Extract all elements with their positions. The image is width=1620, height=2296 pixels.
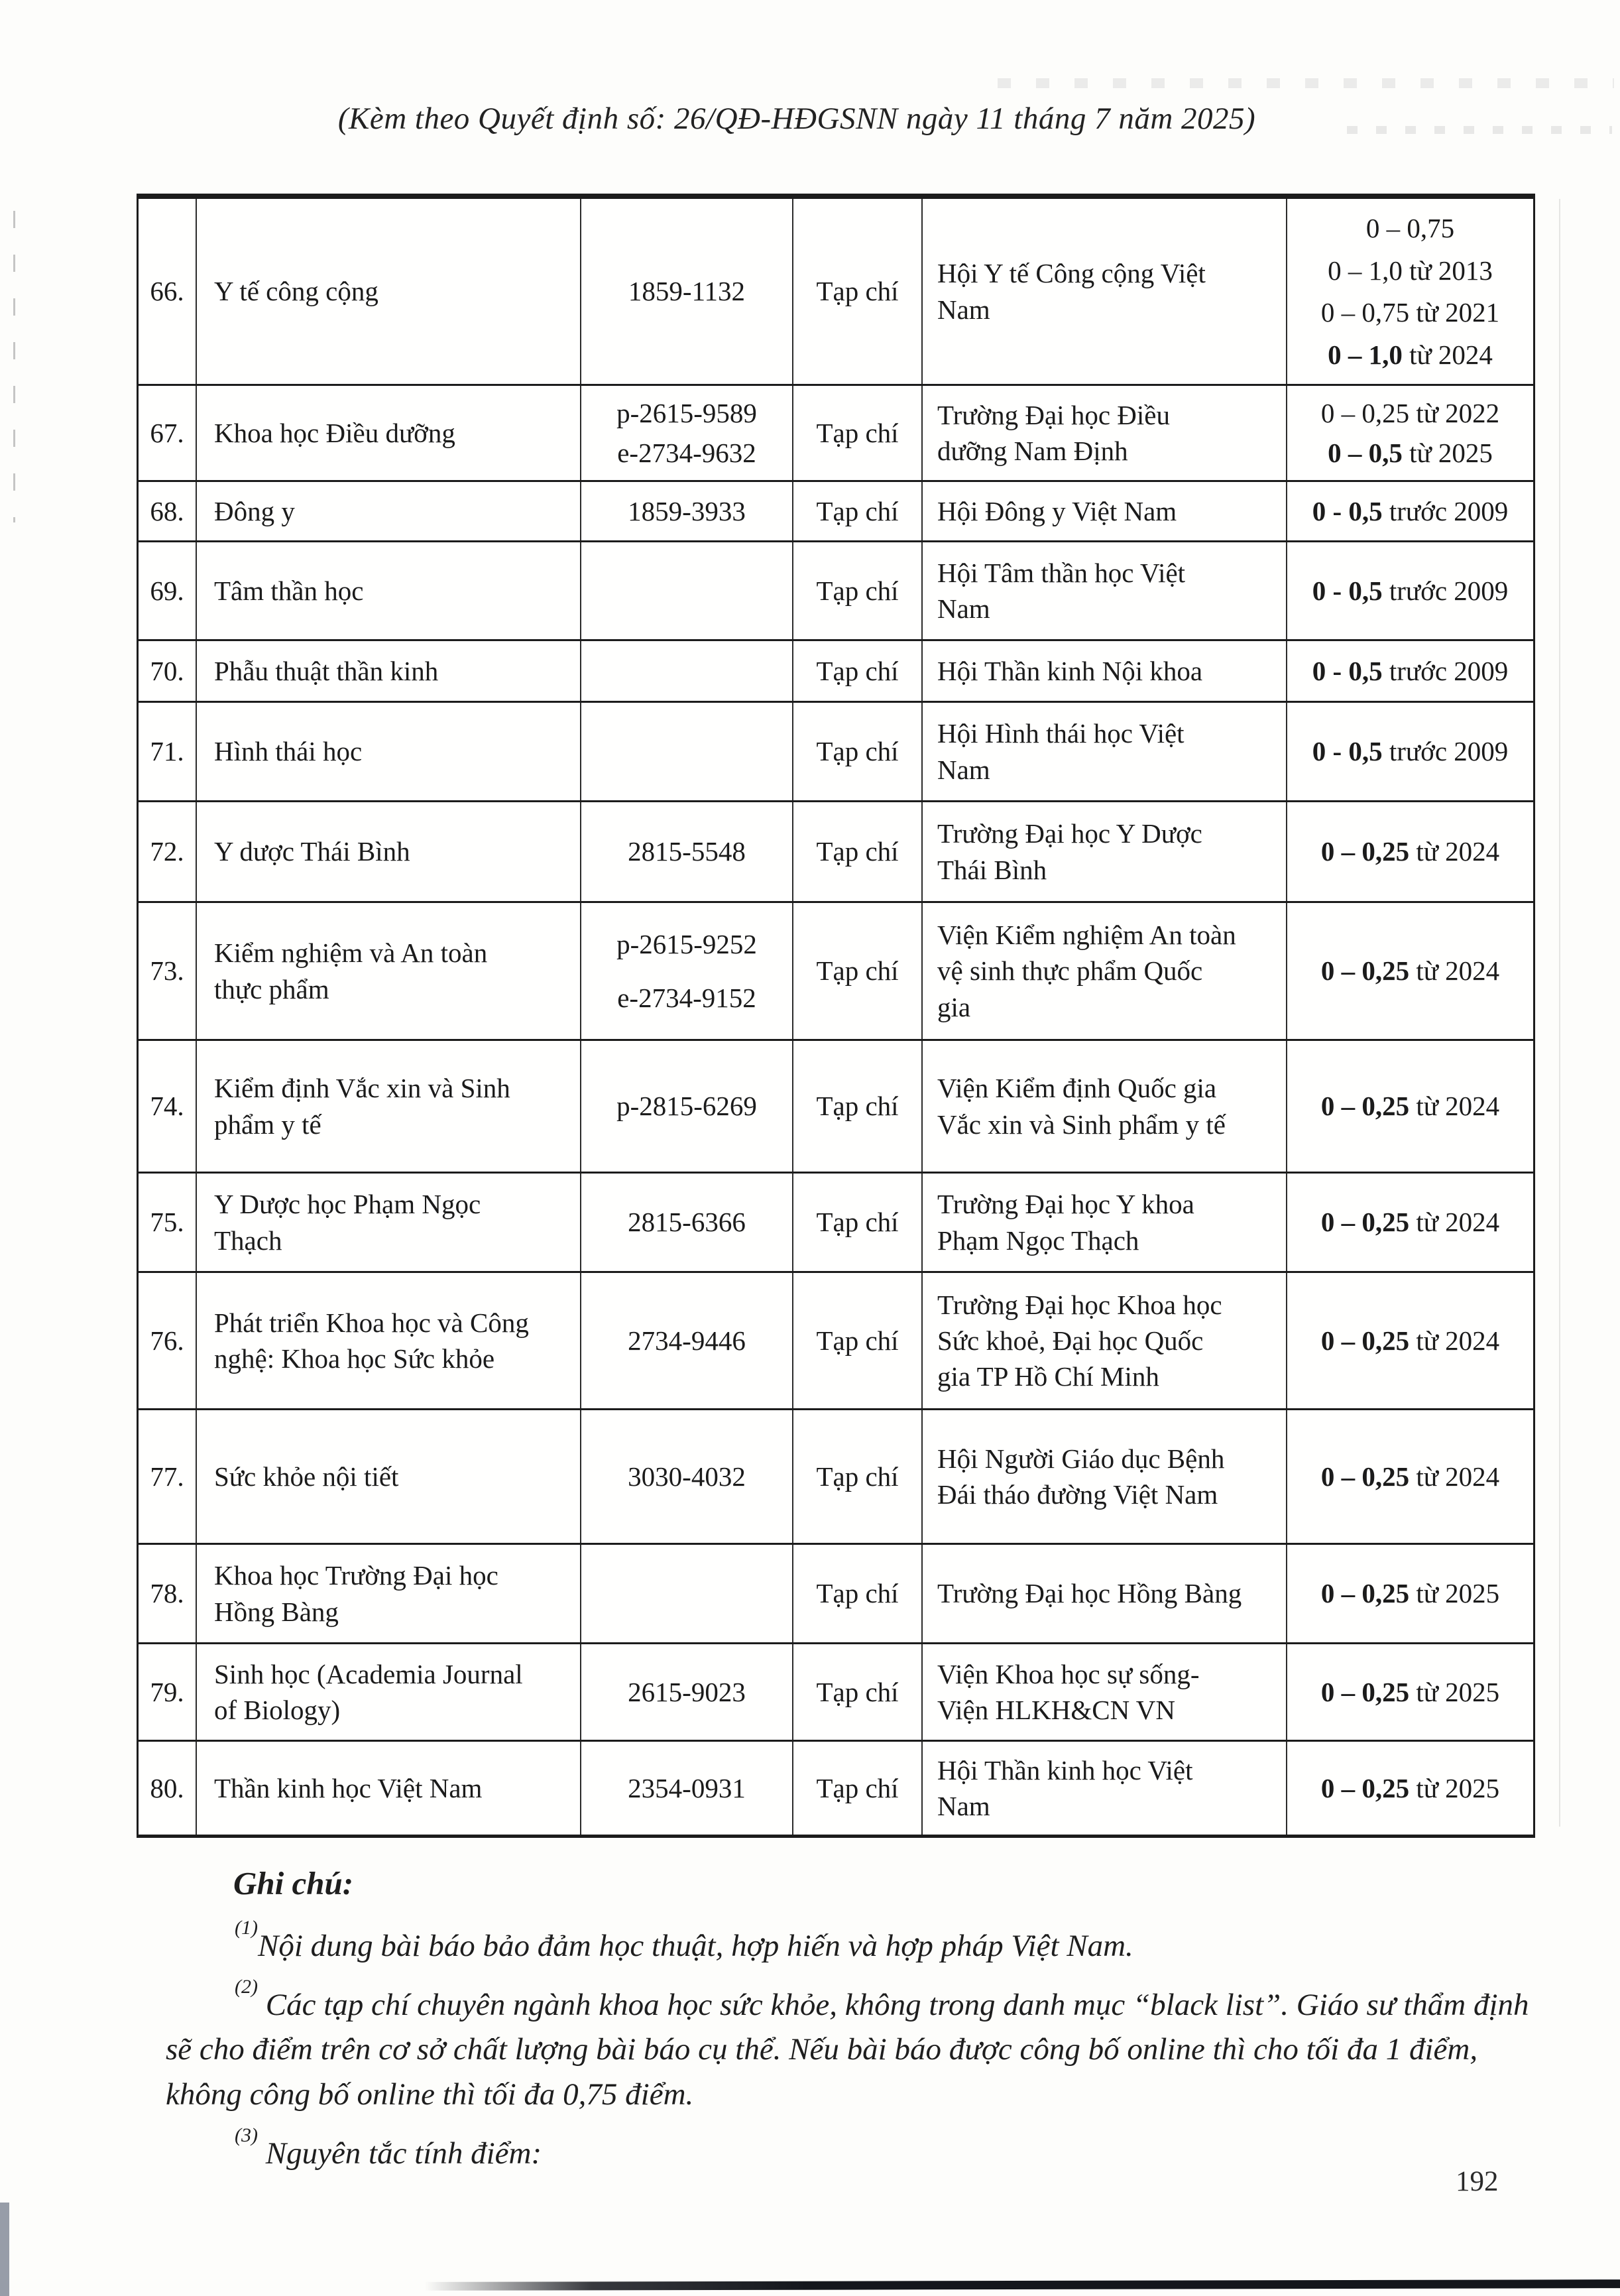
cell-publication-type: Tạp chí: [792, 542, 921, 639]
cell-publisher: Trường Đại học Y khoa Phạm Ngọc Thạch: [921, 1174, 1286, 1271]
score-regular-part: từ 2024: [1409, 955, 1500, 987]
cell-publication-type: Tạp chí: [792, 903, 921, 1039]
score-bold-part: 0 - 0,5: [1312, 736, 1383, 767]
cell-issn: [580, 1041, 792, 1172]
cell-publisher: Hội Y tế Công cộng Việt Nam: [921, 199, 1286, 384]
cell-publication-type: Tạp chí: [792, 482, 921, 540]
score-regular-part: trước 2009: [1382, 495, 1509, 526]
cell-issn: [580, 1742, 792, 1835]
cell-score-range: [1286, 1545, 1533, 1642]
note-1: [166, 1916, 1538, 1968]
score-range-line: [1312, 653, 1509, 689]
score-regular-part: từ 2025: [1409, 1676, 1500, 1707]
cell-publication-type: Tạp chí: [792, 1273, 921, 1408]
cell-issn: [580, 1545, 792, 1642]
cell-index-number: 80.: [150, 1772, 184, 1803]
cell-publication-type: Tạp chí: [792, 802, 921, 901]
score-regular-part: từ 2025: [1402, 437, 1493, 468]
cell-journal-name: Khoa học Điều dưỡng: [196, 386, 580, 480]
cell-journal-name: Y dược Thái Bình: [196, 802, 580, 901]
cell-issn: [580, 386, 792, 480]
issn-line: 1859-3933: [628, 495, 746, 526]
score-range-line: [1312, 573, 1509, 609]
table-row: [139, 199, 1533, 384]
cell-score-range: [1286, 386, 1533, 480]
table-row: [139, 1408, 1533, 1543]
table-row: [139, 639, 1533, 701]
cell-publication-type: Tạp chí: [792, 703, 921, 800]
notes-section: [166, 1860, 1538, 2191]
score-range-line: [1321, 1575, 1499, 1611]
cell-index-number: 68.: [150, 495, 184, 526]
cell-issn: [580, 1174, 792, 1271]
cell-publisher: Viện Kiểm định Quốc gia Vắc xin và Sinh phẩm y tế: [921, 1041, 1286, 1172]
cell-issn: [580, 1410, 792, 1543]
score-bold-part: 0 – 0,25: [1320, 1207, 1410, 1238]
cell-score-range: [1286, 1410, 1533, 1543]
cell-journal-name: Sinh học (Academia Journal of Biology): [196, 1644, 580, 1740]
issn-line: p-2615-9252: [616, 928, 757, 959]
cell-index-number: 73.: [150, 955, 184, 987]
score-regular-part: từ 2024: [1409, 1461, 1500, 1492]
note-2-text: Các tạp chí chuyên ngành khoa học sức khỏe, không trong danh mục “black list”. Giáo sư thẩm định sẽ cho điểm trên cơ sở chất lượng bài báo cụ thể. Nếu bài báo được công bố online thì cho tối đa 1 điểm, không công bố online thì tối đa 0,75 điểm.: [166, 1988, 1529, 2112]
scan-edge-line: [424, 2279, 1620, 2291]
score-bold-part: 0 – 1,0: [1328, 339, 1403, 370]
score-range-line: [1321, 1204, 1499, 1240]
table-row: [139, 1172, 1533, 1271]
score-regular-part: từ 2024: [1409, 1325, 1500, 1356]
score-range-line: [1321, 1674, 1499, 1710]
cell-score-range: [1286, 1273, 1533, 1408]
notes-title: Ghi chú:: [233, 1865, 354, 1902]
cell-index-number: 71.: [150, 736, 184, 767]
cell-score-range: [1286, 802, 1533, 901]
cell-publication-type: Tạp chí: [792, 1742, 921, 1835]
score-range-line: [1328, 337, 1493, 373]
score-regular-part: từ 2024: [1409, 1207, 1500, 1238]
score-bold-part: 0 – 0,25: [1320, 1772, 1410, 1803]
cell-publisher: Hội Thần kinh học Việt Nam: [921, 1742, 1286, 1835]
cell-publisher: Hội Đông y Việt Nam: [921, 482, 1286, 540]
score-regular-part: 0 – 0,75: [1365, 213, 1455, 244]
scan-artifact-ticks: [13, 211, 15, 522]
document-header: (Kèm theo Quyết định số: 26/QĐ-HĐGSNN ngày 11 tháng 7 năm 2025): [337, 101, 1256, 136]
journal-table: [137, 194, 1535, 1838]
score-bold-part: 0 – 0,25: [1320, 955, 1410, 987]
issn-line: 2815-6366: [628, 1207, 746, 1238]
table-row: [139, 701, 1533, 800]
cell-score-range: [1286, 199, 1533, 384]
score-regular-part: từ 2025: [1409, 1578, 1500, 1609]
cell-index-number: 70.: [150, 655, 184, 686]
score-range-line: [1321, 294, 1499, 330]
cell-index-number: 74.: [150, 1091, 184, 1122]
score-regular-part: 0 – 0,75 từ 2021: [1320, 297, 1500, 328]
cell-issn: [580, 482, 792, 540]
cell-journal-name: Kiểm định Vắc xin và Sinh phẩm y tế: [196, 1041, 580, 1172]
score-range-line: [1328, 253, 1493, 288]
note-2: [166, 1976, 1538, 2117]
cell-issn: [580, 1273, 792, 1408]
table-row: [139, 800, 1533, 901]
cell-journal-name: Phẫu thuật thần kinh: [196, 641, 580, 701]
table-row: [139, 1740, 1533, 1835]
cell-publisher: Hội Thần kinh Nội khoa: [921, 641, 1286, 701]
cell-index-number: 67.: [150, 417, 184, 448]
table-row: [139, 384, 1533, 480]
cell-index-number: 76.: [150, 1325, 184, 1356]
cell-index-number: 66.: [150, 276, 184, 307]
cell-score-range: [1286, 1041, 1533, 1172]
scan-edge-strip: [0, 2203, 9, 2296]
cell-index-number: 77.: [150, 1461, 184, 1492]
cell-publication-type: Tạp chí: [792, 199, 921, 384]
cell-issn: [580, 903, 792, 1039]
table-row: [139, 1039, 1533, 1172]
cell-publication-type: Tạp chí: [792, 641, 921, 701]
cell-score-range: [1286, 903, 1533, 1039]
score-bold-part: 0 - 0,5: [1312, 575, 1383, 606]
score-range-line: [1321, 953, 1499, 989]
cell-index-number: 75.: [150, 1207, 184, 1238]
cell-score-range: [1286, 542, 1533, 639]
issn-line: e-2734-9632: [617, 437, 756, 468]
score-bold-part: 0 – 0,5: [1328, 437, 1403, 468]
table-row: [139, 1543, 1533, 1642]
page-number: 192: [1456, 2166, 1499, 2197]
score-range-line: [1321, 395, 1499, 431]
score-regular-part: từ 2024: [1402, 339, 1493, 370]
note-2-superscript: (2): [235, 1976, 258, 1998]
cell-journal-name: Y Dược học Phạm Ngọc Thạch: [196, 1174, 580, 1271]
issn-line: p-2615-9589: [616, 397, 757, 428]
table-row: [139, 1642, 1533, 1740]
cell-publication-type: Tạp chí: [792, 1644, 921, 1740]
cell-index-number: 72.: [150, 836, 184, 867]
score-range-line: [1312, 733, 1509, 769]
score-regular-part: từ 2025: [1409, 1772, 1500, 1803]
cell-journal-name: Sức khỏe nội tiết: [196, 1410, 580, 1543]
cell-journal-name: Tâm thần học: [196, 542, 580, 639]
table-row: [139, 901, 1533, 1039]
score-range-line: [1312, 493, 1509, 529]
cell-journal-name: Đông y: [196, 482, 580, 540]
scan-artifact-band: [998, 78, 1614, 88]
cell-score-range: [1286, 1644, 1533, 1740]
cell-publisher: Trường Đại học Y Dược Thái Bình: [921, 802, 1286, 901]
cell-issn: [580, 641, 792, 701]
score-range-line: [1366, 210, 1454, 246]
cell-score-range: [1286, 641, 1533, 701]
issn-line: 2815-5548: [628, 836, 746, 867]
score-bold-part: 0 - 0,5: [1312, 495, 1383, 526]
score-range-line: [1328, 435, 1493, 471]
table-row: [139, 480, 1533, 540]
issn-line: 2354-0931: [628, 1772, 746, 1803]
score-regular-part: trước 2009: [1382, 575, 1509, 606]
scan-artifact-band: [1347, 126, 1612, 134]
cell-publisher: Hội Tâm thần học Việt Nam: [921, 542, 1286, 639]
score-bold-part: 0 - 0,5: [1312, 655, 1383, 686]
cell-issn: [580, 199, 792, 384]
issn-line: 3030-4032: [628, 1461, 746, 1492]
score-bold-part: 0 – 0,25: [1320, 1461, 1410, 1492]
cell-journal-name: Kiểm nghiệm và An toàn thực phẩm: [196, 903, 580, 1039]
cell-publisher: Trường Đại học Khoa học Sức khoẻ, Đại học Quốc gia TP Hồ Chí Minh: [921, 1273, 1286, 1408]
cell-journal-name: Khoa học Trường Đại học Hồng Bàng: [196, 1545, 580, 1642]
score-regular-part: 0 – 1,0 từ 2013: [1328, 255, 1493, 286]
cell-journal-name: Y tế công cộng: [196, 199, 580, 384]
cell-publisher: Hội Người Giáo dục Bệnh Đái tháo đường Việt Nam: [921, 1410, 1286, 1543]
cell-issn: [580, 542, 792, 639]
cell-publisher: Hội Hình thái học Việt Nam: [921, 703, 1286, 800]
score-bold-part: 0 – 0,25: [1320, 1578, 1410, 1609]
cell-index-number: 79.: [150, 1676, 184, 1707]
cell-index-number: 69.: [150, 575, 184, 606]
cell-index-number: 78.: [150, 1578, 184, 1609]
cell-issn: [580, 802, 792, 901]
score-bold-part: 0 – 0,25: [1320, 1325, 1410, 1356]
cell-publisher: Trường Đại học Điều dưỡng Nam Định: [921, 386, 1286, 480]
score-regular-part: từ 2024: [1409, 1091, 1500, 1122]
score-regular-part: trước 2009: [1382, 655, 1509, 686]
issn-line: 2615-9023: [628, 1676, 746, 1707]
issn-line: e-2734-9152: [617, 982, 756, 1013]
score-regular-part: từ 2024: [1409, 836, 1500, 867]
cell-score-range: [1286, 703, 1533, 800]
cell-publication-type: Tạp chí: [792, 1545, 921, 1642]
cell-issn: [580, 703, 792, 800]
cell-publisher: Viện Kiểm nghiệm An toàn vệ sinh thực phẩm Quốc gia: [921, 903, 1286, 1039]
score-range-line: [1321, 833, 1499, 869]
note-3-text: Nguyên tắc tính điểm:: [257, 2136, 542, 2171]
cell-journal-name: Thần kinh học Việt Nam: [196, 1742, 580, 1835]
score-bold-part: 0 – 0,25: [1320, 1676, 1410, 1707]
note-1-superscript: (1): [235, 1916, 258, 1939]
score-bold-part: 0 – 0,25: [1320, 1091, 1410, 1122]
cell-publication-type: Tạp chí: [792, 1041, 921, 1172]
table-row: [139, 1271, 1533, 1408]
cell-publication-type: Tạp chí: [792, 386, 921, 480]
cell-publication-type: Tạp chí: [792, 1174, 921, 1271]
issn-line: 1859-1132: [628, 276, 746, 307]
score-range-line: [1321, 1459, 1499, 1494]
score-range-line: [1321, 1323, 1499, 1359]
cell-score-range: [1286, 1742, 1533, 1835]
note-3-superscript: (3): [235, 2124, 258, 2146]
note-3: [166, 2124, 1538, 2176]
score-regular-part: 0 – 0,25 từ 2022: [1320, 397, 1500, 428]
cell-score-range: [1286, 482, 1533, 540]
scan-artifact-line: [1559, 199, 1560, 1827]
cell-journal-name: Hình thái học: [196, 703, 580, 800]
cell-publisher: Trường Đại học Hồng Bàng: [921, 1545, 1286, 1642]
note-1-text: Nội dung bài báo bảo đảm học thuật, hợp hiến và hợp pháp Việt Nam.: [257, 1929, 1133, 1964]
table-row: [139, 540, 1533, 639]
issn-line: 2734-9446: [628, 1325, 746, 1356]
cell-score-range: [1286, 1174, 1533, 1271]
cell-publisher: Viện Khoa học sự sống- Viện HLKH&CN VN: [921, 1644, 1286, 1740]
score-range-line: [1321, 1770, 1499, 1806]
issn-line: p-2815-6269: [616, 1091, 757, 1122]
cell-journal-name: Phát triển Khoa học và Công nghệ: Khoa học Sức khỏe: [196, 1273, 580, 1408]
cell-issn: [580, 1644, 792, 1740]
score-regular-part: trước 2009: [1382, 736, 1509, 767]
score-bold-part: 0 – 0,25: [1320, 836, 1410, 867]
score-range-line: [1321, 1088, 1499, 1124]
cell-publication-type: Tạp chí: [792, 1410, 921, 1543]
